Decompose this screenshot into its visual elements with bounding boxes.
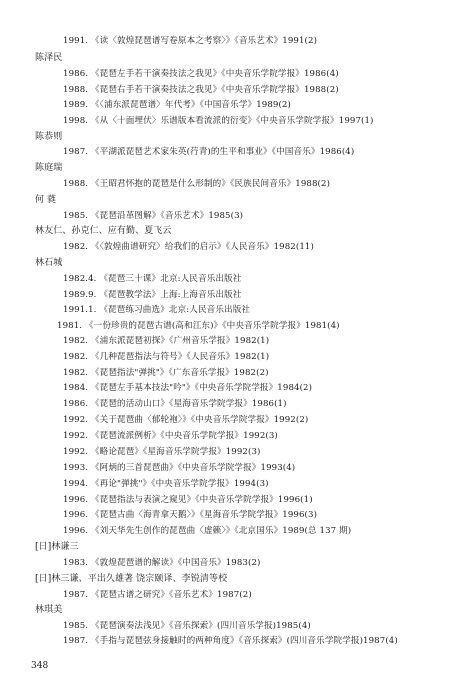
author-heading: 何 蕤 [35,195,57,205]
bibliography-entry: 1994. 《再论"弹挑"》《中央音乐学院学报》1994(3) [63,479,269,489]
author-heading: 陈泽民 [35,53,63,63]
bibliography-entry: 1982.4. 《琵琶三十课》北京:人民音乐出版社 [63,274,242,284]
bibliography-entry: 1984. 《琵琶左手基本技法"吟"》《中央音乐学院学报》1984(2) [63,383,313,393]
bibliography-entry: 1998. 《从〈十面埋伏〉乐谱版本看流派的衍变》《中央音乐学院学报》1997(1) [63,116,374,126]
author-heading: 林石城 [35,258,63,268]
page-number: 348 [31,661,49,671]
bibliography-entry: 1996. 《琵琶古曲〈海青拿天鹅〉》《星海音乐学院学报》1996(3) [63,510,318,520]
bibliography-entry: 1987. 《平湖派琵琶艺术家朱英(荇青)的生平和事业》《中国音乐》1986(4) [63,147,355,157]
bibliography-entry: 1992. 《略论琵琶》《星海音乐学院学报》1992(3) [63,447,261,457]
bibliography-entry: 1989.9. 《琵琶教学法》上海:上海音乐出版社 [63,290,242,300]
bibliography-entry: 1991.1. 《琵琶练习曲选》北京:人民音乐出版社 [63,305,251,315]
bibliography-entry: 1985. 《琵琶演奏法浅见》《音乐探索》(四川音乐学报)1985(4) [63,621,311,631]
author-heading: 林琪美 [35,605,63,615]
bibliography-entry: 1987. 《琵琶古谱之研究》《音乐艺术》1987(2) [63,590,252,600]
bibliography-entry: 1983. 《敦煌琵琶谱的解读》《中国音乐》1983(2) [63,558,261,568]
bibliography-entry: 1988. 《王昭君怀抱的琵琶是什么形制的》《民族民间音乐》1988(2) [63,179,331,189]
bibliography-entry: 1986. 《琵琶左手若干演奏技法之我见》《中央音乐学院学报》1986(4) [63,69,339,79]
bibliography-entry: 1993. 《阿炳的三首琵琶曲》《中央音乐学院学报》1993(4) [63,463,296,473]
bibliography-entry: 1996. 《琵琶指法与表演之窥见》《中央音乐学院学报》1996(1) [63,495,313,505]
bibliography-entry: 1988. 《琵琶右手若干演奏技法之我见》《中央音乐学院学报》1988(2) [63,85,339,95]
author-heading: [日]林三谦、平出久雄著 饶宗颐译、李锐清等校 [35,574,228,584]
bibliography-entry: 1992. 《琵琶流派例析》《中央音乐学院学报》1992(3) [63,431,278,441]
author-heading: [日]林谦三 [35,542,79,552]
bibliography-entry: 1996. 《刘天华先生创作的琵琶曲〈虚籁〉》《北京国乐》1989(总 137 期) [63,526,352,536]
bibliography-entry: 1981. 《一份珍贵的琵琶古谱(高和江东)》《中央音乐学院学报》1981(4) [57,321,340,331]
bibliography-entry: 1987. 《手指与琵琶弦身接触时的两种角度》《音乐探索》(四川音乐学院学报)1987(4) [63,636,398,646]
author-heading: 林友仁、孙克仁、应有勤、夏飞云 [35,226,172,236]
bibliography-entry: 1986. 《琵琶的活动山口》《星海音乐学院学报》1986(1) [63,399,287,409]
author-heading: 陈庭瑞 [35,163,63,173]
author-heading: 陈恭则 [35,132,63,142]
bibliography-entry: 1982. 《〈敦煌曲谱研究〉给我们的启示》《人民音乐》1982(11) [63,242,314,252]
bibliography-entry: 1985. 《琵琶沿革图解》《音乐艺术》1985(3) [63,211,244,221]
bibliography-entry: 1982. 《琵琶指法"弹挑"》《广东音乐学报》1982(2) [63,368,269,378]
bibliography-entry: 1989. 《〈浦东派琵琶谱〉年代考》《中国音乐学》1989(2) [63,100,291,110]
bibliography-entry: 1982. 《几种琵琶指法与符号》《人民音乐》1982(1) [63,352,270,362]
bibliography-entry: 1991. 《读〈敦煌琵琶谱写卷原本之考察〉》《音乐艺术》1991(2) [63,36,318,46]
bibliography-entry: 1992. 《关于琵琶曲〈郁轮袍〉》《中央音乐学院学报》1992(2) [63,415,309,425]
bibliography-entry: 1982. 《浦东派琵琶初探》《广州音乐学报》1982(1) [63,336,270,346]
